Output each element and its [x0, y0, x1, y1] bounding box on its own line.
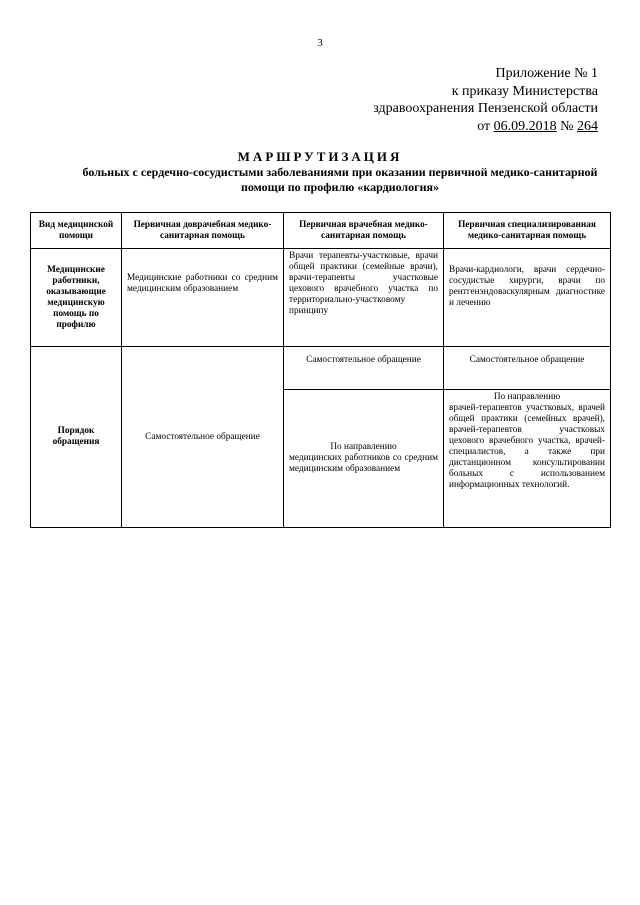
cell-staff-pre-physician: Медицинские работники со средним медицинским образованием — [122, 249, 284, 347]
referral-physician-text: медицинских работников со средним медицинским образованием — [289, 453, 438, 474]
document-title: МАРШРУТИЗАЦИЯ — [237, 149, 403, 164]
header-pre-physician: Первичная доврачебная медико-санитарная помощь — [122, 213, 284, 249]
cell-staff-physician: Врачи терапевты-участковые, врачи общей практики (семейные врачи), врачи-терапевты участковые цехового врачебного участка по территориально-участковому принципу — [284, 249, 444, 347]
header-care-type: Вид медицинской помощи — [31, 213, 122, 249]
cell-referral-specialized — [444, 390, 611, 528]
cell-order-pre-physician: Самостоятельное обращение — [122, 347, 284, 528]
header-physician: Первичная врачебная медико-санитарная помощь — [284, 213, 444, 249]
appendix-line-3: здравоохранения Пензенской области — [373, 101, 598, 116]
cell-self-referral-specialized: Самостоятельное обращение — [444, 347, 611, 390]
table-header-row — [31, 213, 611, 249]
cell-staff-specialized: Врачи-кардиологи, врачи сердечно-сосудистые хирурги, врачи по рентгенэндоваскулярным диагностике и лечению — [444, 249, 611, 347]
appendix-line-1: Приложение № 1 — [495, 66, 598, 81]
appendix-line-2: к приказу Министерства — [451, 83, 598, 99]
appendix-block — [338, 65, 598, 135]
date-prefix: от — [477, 118, 494, 134]
table-row-order-self — [31, 347, 611, 390]
order-date: 06.09.2018 — [493, 118, 557, 134]
number-prefix: № — [556, 118, 577, 134]
page-number: 3 — [317, 37, 323, 49]
referral-specialized-head: По направлению — [493, 392, 561, 402]
referral-specialized-text: врачей-терапевтов участковых, врачей общей практики (семейных врачей), врачей-терапевтов участковых цехового врачебного участка, врачей-специалистов, а также при дистанционном консультировании больных с использованием информационных технологий. — [449, 403, 605, 490]
header-specialized: Первичная специализированная медико-санитарная помощь — [444, 213, 611, 249]
cell-referral-physician — [284, 390, 444, 528]
table-row-staff — [31, 249, 611, 347]
document-subtitle: больных с сердечно-сосудистыми заболеваниями при оказании первичной медико-санитарной помощи по профилю «кардиология» — [82, 165, 598, 194]
routing-table — [30, 212, 611, 528]
appendix-order-line — [338, 118, 598, 136]
row-label-staff: Медицинские работники, оказывающие медицинскую помощь по профилю — [31, 249, 122, 347]
cell-self-referral-physician: Самостоятельное обращение — [284, 347, 444, 390]
order-number: 264 — [577, 118, 598, 134]
row-label-order: Порядок обращения — [31, 347, 122, 528]
referral-physician-head: По направлению — [330, 442, 397, 452]
